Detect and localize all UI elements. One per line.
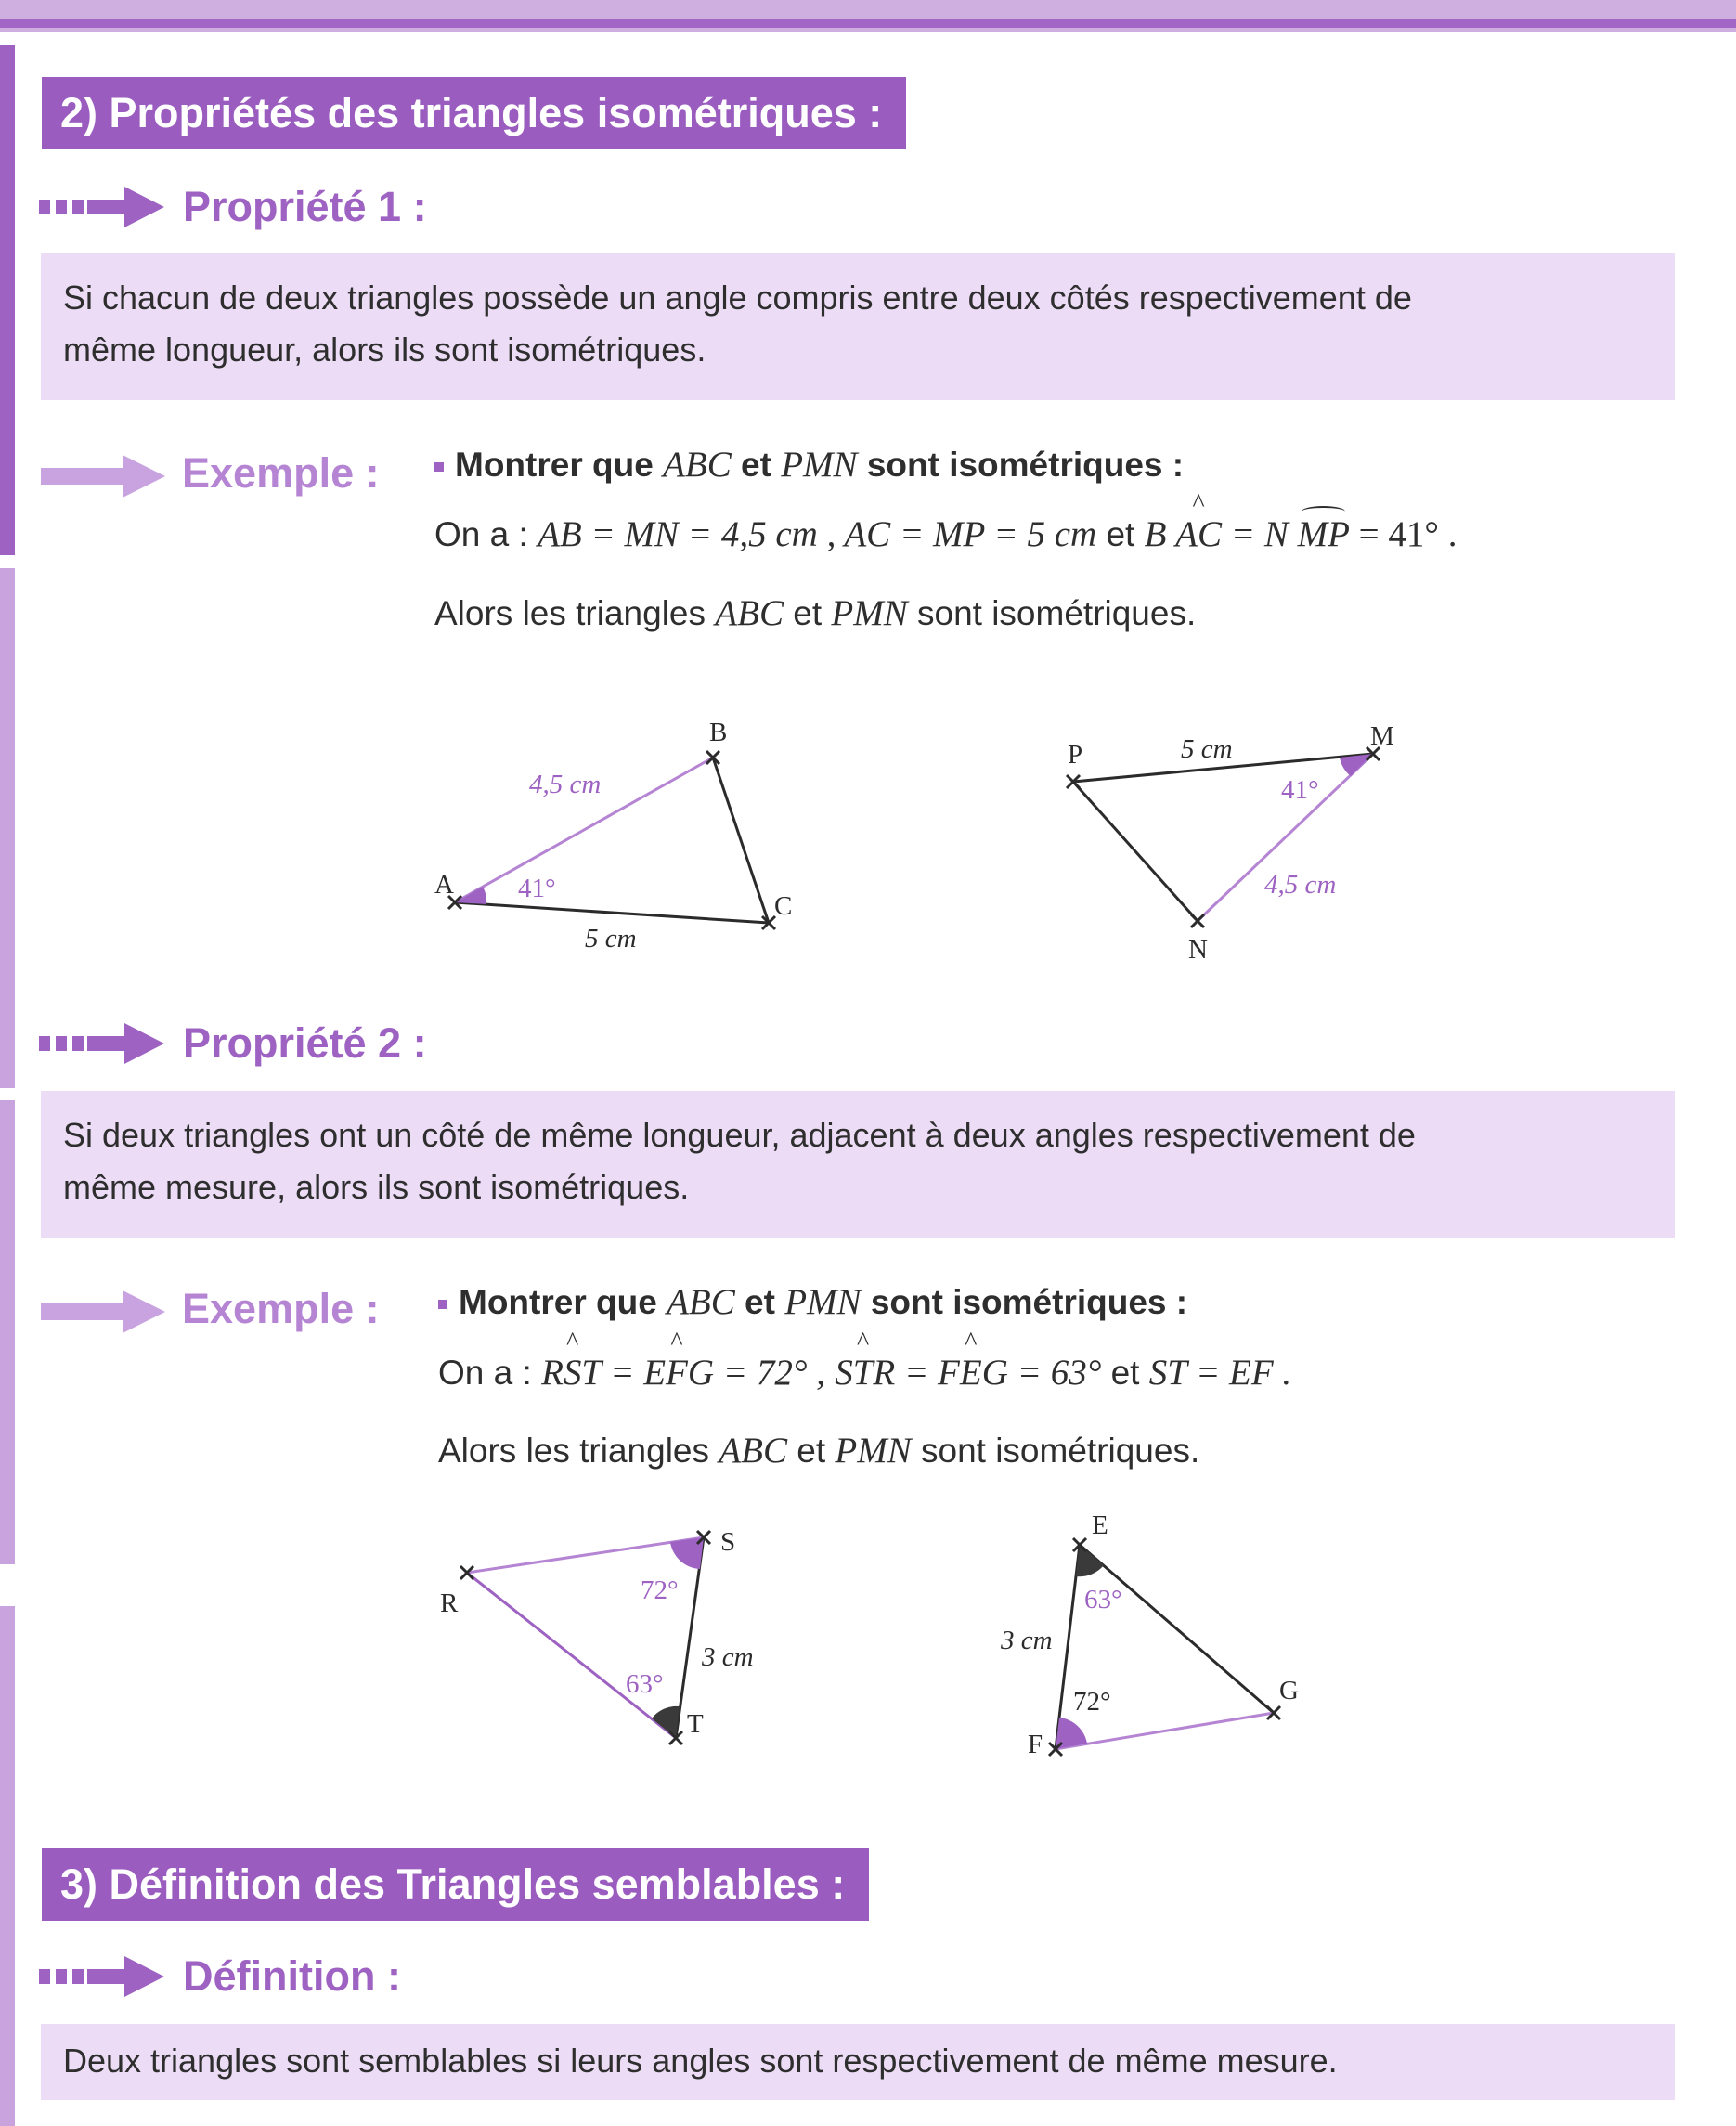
side-rs [467,1537,704,1573]
example-1-label: Exemple : [182,449,380,497]
on-a: On a : [438,1354,532,1392]
measure-angle-m: 41° [1281,775,1319,805]
example-2-given [438,1352,1291,1394]
task-et: et [741,446,771,484]
property-1-heading [39,179,596,235]
angle-marker-a [455,887,486,904]
property-1-text: Si chacun de deux triangles possède un angle compris entre deux côtés respectivement de [63,279,1412,317]
example-1-given [434,513,1457,555]
example-1-heading [41,446,431,501]
angle-letter: = N [1230,514,1289,554]
side-fg [1056,1713,1274,1749]
triangle-pmn [1067,721,1394,965]
bullet-icon [438,1300,447,1309]
measure-angle-a: 41° [518,874,556,903]
top-rule [0,19,1736,28]
equation-angles [1145,514,1457,554]
et-word: et [1110,1354,1140,1392]
angle-value: = 41° . [1358,514,1457,554]
side-pn [1073,782,1198,921]
property-1-box [41,253,1675,400]
angle-letter: R [541,1353,564,1393]
definition-heading [39,1949,596,2004]
property-1-label: Propriété 1 : [183,183,427,230]
measure-ab: 4,5 cm [529,770,602,799]
definition-box [41,2024,1675,2100]
point-marks [1067,747,1380,927]
triangle-rst [440,1527,754,1744]
angle-letter: S [835,1353,853,1393]
property-2-label: Propriété 2 : [183,1019,427,1067]
arrow-icon [39,1952,169,2001]
left-margin-bar [0,1606,15,2126]
task-text: Montrer que [459,1283,657,1321]
label-e: E [1092,1510,1108,1540]
measure-angle-t: 63° [626,1669,664,1699]
conclusion-pmn: PMN [835,1431,912,1471]
et-word: et [1106,515,1135,553]
arrow-icon [41,453,171,499]
section-2-title: 2) Propriétés des triangles isométriques : [42,77,906,149]
equation-sides: AB = MN = 4,5 cm , AC = MP = 5 cm [538,514,1097,554]
measure-angle-e: 63° [1084,1585,1122,1614]
section-3-title: 3) Définition des Triangles semblables : [42,1848,869,1921]
conclusion-et: et [797,1432,826,1470]
task-abc: ABC [667,1282,735,1322]
example-2-conclusion [438,1430,1199,1471]
measure-st: 3 cm [702,1642,754,1672]
label-t: T [687,1709,704,1739]
figure-example-2 [408,1504,1430,1782]
side-bc [713,758,769,923]
conclusion-text: sont isométriques. [921,1432,1200,1470]
point-marks [448,751,775,929]
angle-hat: ^ E [960,1352,982,1394]
label-g: G [1279,1676,1299,1705]
property-2-heading [39,1016,596,1071]
bullet-icon [434,462,444,472]
arrow-icon [41,1289,171,1335]
label-b: B [709,718,728,747]
example-2-heading [41,1281,431,1337]
example-1-conclusion [434,592,1196,634]
task-text: sont isométriques : [870,1283,1188,1321]
angle-value: G = 72° , [687,1353,825,1393]
arrow-icon [39,1019,169,1068]
example-2-label: Exemple : [182,1285,380,1332]
measure-ac: 5 cm [585,924,637,953]
definition-label: Définition : [183,1952,401,2000]
angle-value: G = 63° [981,1353,1102,1393]
angle-hat: ^ AC [1175,513,1222,555]
task-et: et [745,1283,775,1321]
side-ac [455,902,769,923]
example-1-task [434,444,1184,486]
conclusion-pmn: PMN [831,593,908,633]
property-1-text: même longueur, alors ils sont isométriques. [63,331,706,369]
on-a: On a : [434,515,528,553]
top-rule-gap [0,32,1736,35]
conclusion-text: Alors les triangles [434,594,706,632]
angle-hat: ^ T [853,1352,874,1394]
left-margin-bar [0,45,15,555]
label-m: M [1370,721,1394,751]
label-f: F [1028,1730,1043,1759]
conclusion-abc: ABC [719,1431,787,1471]
label-r: R [440,1588,459,1618]
angle-letter: R = F [873,1353,960,1393]
equation-angles-2 [835,1353,1101,1393]
conclusion-et: et [793,594,823,632]
measure-ef: 3 cm [1001,1626,1053,1655]
label-c: C [774,891,793,921]
conclusion-text: Alors les triangles [438,1432,710,1470]
conclusion-text: sont isométriques. [917,594,1197,632]
triangle-abc [434,718,792,953]
left-margin-bar [0,568,15,1088]
left-margin-bar [0,1100,15,1564]
example-2-task [438,1281,1187,1323]
task-abc: ABC [663,445,732,485]
task-pmn: PMN [781,445,858,485]
figure-example-1 [408,715,1430,975]
task-text: Montrer que [455,446,654,484]
arrow-icon [39,183,169,231]
conclusion-abc: ABC [715,593,784,633]
task-text: sont isométriques : [866,446,1185,484]
measure-angle-s: 72° [641,1575,679,1605]
triangle-efg [1000,1510,1299,1759]
label-a: A [434,870,454,900]
measure-angle-f: 72° [1073,1687,1111,1717]
property-2-text: même mesure, alors ils sont isométriques. [63,1168,690,1206]
angle-hat: MP [1297,514,1350,554]
equation-side: ST = EF . [1148,1353,1292,1393]
label-n: N [1188,935,1208,965]
angle-hat: ^ S [564,1352,582,1394]
label-s: S [720,1527,736,1557]
equation-angles-1 [541,1353,825,1393]
angle-letter: T = E [581,1353,667,1393]
task-pmn: PMN [784,1282,862,1322]
definition-text: Deux triangles sont semblables si leurs angles sont respectivement de même mesure. [63,2042,1338,2080]
property-2-text: Si deux triangles ont un côté de même longueur, adjacent à deux angles respectivement de [63,1116,1416,1154]
angle-hat: ^ F [666,1352,688,1394]
property-2-box [41,1091,1675,1238]
angle-letter: B [1144,514,1167,554]
measure-pm: 5 cm [1181,734,1233,764]
measure-mn: 4,5 cm [1264,870,1337,900]
label-p: P [1068,740,1083,770]
